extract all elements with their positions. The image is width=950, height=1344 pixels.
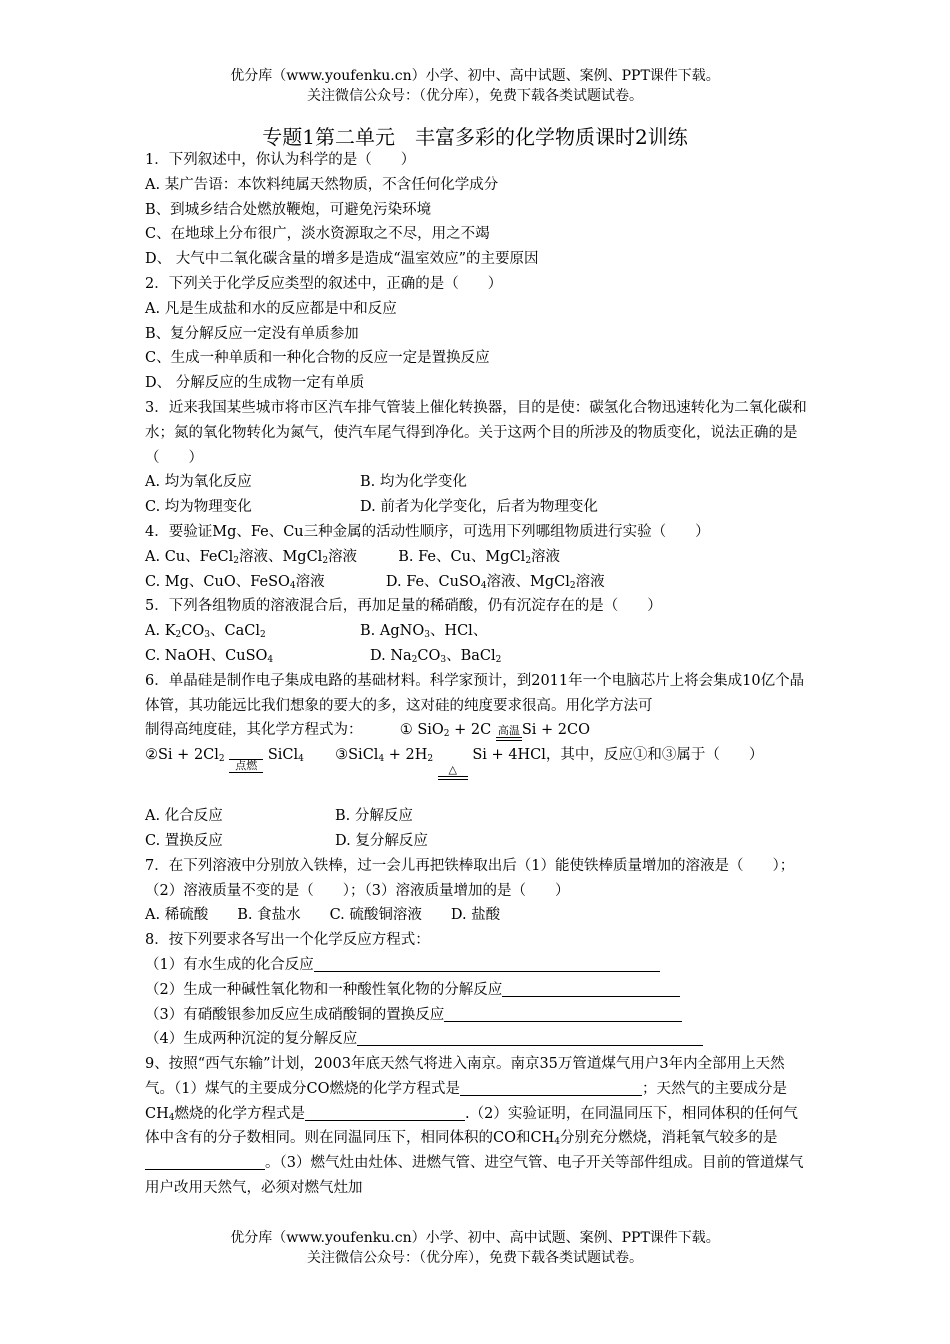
q2-option-c: C、生成一种单质和一种化合物的反应一定是置换反应: [145, 350, 490, 367]
q6-stem-2: 制得高纯度硅，其化学方程式为：: [145, 722, 363, 739]
q5-options-row-1: [145, 619, 809, 644]
q5-option-b: B. AgNO$_3$、HCl、: [360, 623, 488, 641]
q5-option-c: C. NaOH、CuSO$_4$: [145, 647, 274, 665]
q1-option-c: C、在地球上分布很广，淡水资源取之不尽，用之不竭: [145, 226, 490, 243]
q4-stem: 4．要验证Mg、Fe、Cu三种金属的活动性顺序，可选用下列哪组物质进行实验（ ）: [145, 523, 710, 540]
q4-option-a: A. Cu、FeCl$_2$溶液、MgCl$_2$溶液: [145, 548, 358, 566]
q6-option-d: D. 复分解反应: [335, 832, 428, 849]
footer-line-2: 关注微信公众号：（优分库），免费下载各类试题试卷。: [307, 1250, 643, 1266]
q9-paragraph: 9、按照“西气东输”计划，2003年底天然气将进入南京。南京35万管道煤气用户3年内全部用上天然气。（1）煤气的主要成分CO燃烧的化学方程式是 ；天然气的主要成分是$CH_4$燃烧的化学方程式是 .（2）实验证明，在同温同压下，相同体积的任何气体中含有的分子数相同。则在同温同压下，相同体积的CO和$CH_4$分别充分燃烧，消耗氧气较多的是。（3）燃气灶由灶体、进燃气管、进空气管、电子开关等部件组成。目前的管道煤气用户改用天然气，必须对燃气灶加: [145, 1056, 804, 1197]
header-line-1: 优分库（www.youfenku.cn）小学、初中、高中试题、案例、PPT课件下载。: [230, 68, 720, 84]
q1-option-a: A. 某广告语：本饮料纯属天然物质，不含任何化学成分: [145, 176, 499, 193]
q2-option-b: B、复分解反应一定没有单质参加: [145, 325, 359, 342]
q3-options-row-2: [145, 495, 809, 520]
q2-stem: 2．下列关于化学反应类型的叙述中，正确的是（ ）: [145, 275, 503, 292]
answer-blank[interactable]: [357, 1029, 703, 1046]
condition-heat: △: [438, 764, 468, 780]
q6-option-b: B. 分解反应: [335, 808, 413, 825]
footer-line-1: 优分库（www.youfenku.cn）小学、初中、高中试题、案例、PPT课件下载。: [230, 1230, 720, 1246]
condition-ignite: 点燃: [229, 756, 263, 773]
q8-stem: 8．按下列要求各写出一个化学反应方程式：: [145, 932, 430, 949]
q8-item-1: （1）有水生成的化合反应: [145, 953, 809, 978]
q6-equation-3: ③SiCl$_4$ + $2H_2$ △ Si + 4HCl，其中，反应①和③属于（ ）: [335, 747, 763, 763]
q3-option-c: C. 均为物理变化: [145, 499, 252, 516]
answer-blank[interactable]: [145, 1153, 265, 1170]
header-line-2: 关注微信公众号：（优分库），免费下载各类试题试卷。: [307, 88, 643, 104]
q8-item-4: （4）生成两种沉淀的复分解反应: [145, 1027, 809, 1052]
page-header: [0, 66, 950, 106]
q5-option-a: A. $K_2CO_3$、CaCl$_2$: [145, 623, 266, 641]
q7-options: A. 稀硫酸 B. 食盐水 C. 硫酸铜溶液 D. 盐酸: [145, 907, 501, 924]
q2-option-d: D、 分解反应的生成物一定有单质: [145, 375, 365, 392]
document-body: [145, 148, 809, 1201]
q4-options-row-1: [145, 545, 809, 570]
q6-equation-line-2: [145, 743, 809, 780]
q6-stem: 6．单晶硅是制作电子集成电路的基础材料。科学家预计，到2011年一个电脑芯片上将会集成10亿个晶体管，其功能远比我们想象的要大的多，这对硅的纯度要求很高。用化学方法可: [145, 672, 805, 714]
q6-options-row-2: [145, 829, 809, 854]
answer-blank[interactable]: [460, 1079, 642, 1096]
q4-option-d: D. Fe、CuSO$_4$溶液、MgCl$_2$溶液: [385, 573, 605, 591]
q3-option-d: D. 前者为化学变化，后者为物理变化: [360, 499, 598, 516]
q7-stem: 7．在下列溶液中分别放入铁棒，过一会儿再把铁棒取出后（1）能使铁棒质量增加的溶液是（ ）；（2）溶液质量不变的是（ ）；（3）溶液质量增加的是（ ）: [145, 857, 795, 899]
q8-item-2: （2）生成一种碱性氧化物和一种酸性氧化物的分解反应: [145, 978, 809, 1003]
answer-blank[interactable]: [444, 1005, 682, 1022]
q6-option-c: C. 置换反应: [145, 832, 223, 849]
q1-option-b: B、到城乡结合处燃放鞭炮，可避免污染环境: [145, 201, 432, 218]
answer-blank[interactable]: [305, 1104, 465, 1121]
page-footer: [0, 1228, 950, 1268]
q1-option-d: D、 大气中二氧化碳含量的增多是造成“温室效应”的主要原因: [145, 251, 539, 268]
q3-stem: 3．近来我国某些城市将市区汽车排气管装上催化转换器，目的是使：碳氢化合物迅速转化为二氧化碳和水；氮的氧化物转化为氮气，使汽车尾气得到净化。关于这两个目的所涉及的物质变化，说法正确的是（ ）: [145, 399, 807, 466]
q4-options-row-2: [145, 570, 809, 595]
answer-blank[interactable]: [502, 980, 680, 997]
answer-blank[interactable]: [314, 955, 660, 972]
q4-option-b: B. Fe、Cu、MgCl$_2$溶液: [398, 548, 561, 566]
q6-equation-2: ②Si + $2Cl_2$ 点燃 SiCl$_4$: [145, 747, 304, 773]
document-title: 专题1第二单元 丰富多彩的化学物质课时2训练: [262, 125, 688, 149]
q6-options-row-1: [145, 804, 809, 829]
q1-stem: 1．下列叙述中，你认为科学的是（ ）: [145, 152, 416, 168]
q8-item-3: （3）有硝酸银参加反应生成硝酸铜的置换反应: [145, 1003, 809, 1028]
q3-options-row-1: [145, 470, 809, 495]
q6-option-a: A. 化合反应: [145, 808, 223, 825]
q6-equation-line-1: [145, 718, 809, 743]
q5-stem: 5．下列各组物质的溶液混合后，再加足量的稀硝酸，仍有沉淀存在的是（ ）: [145, 598, 662, 615]
q3-option-b: B. 均为化学变化: [360, 474, 467, 491]
q2-option-a: A. 凡是生成盐和水的反应都是中和反应: [145, 300, 397, 317]
q5-options-row-2: [145, 644, 809, 669]
condition-high-temp: 高温: [496, 725, 522, 741]
q5-option-d: D. $Na_2CO_3$、BaCl$_2$: [370, 647, 502, 665]
q6-equation-1: ① SiO$_2$ + 2C 高温 Si + 2CO: [399, 722, 590, 740]
q3-option-a: A. 均为氧化反应: [145, 474, 252, 491]
q4-option-c: C. Mg、CuO、FeSO$_4$溶液: [145, 573, 325, 591]
